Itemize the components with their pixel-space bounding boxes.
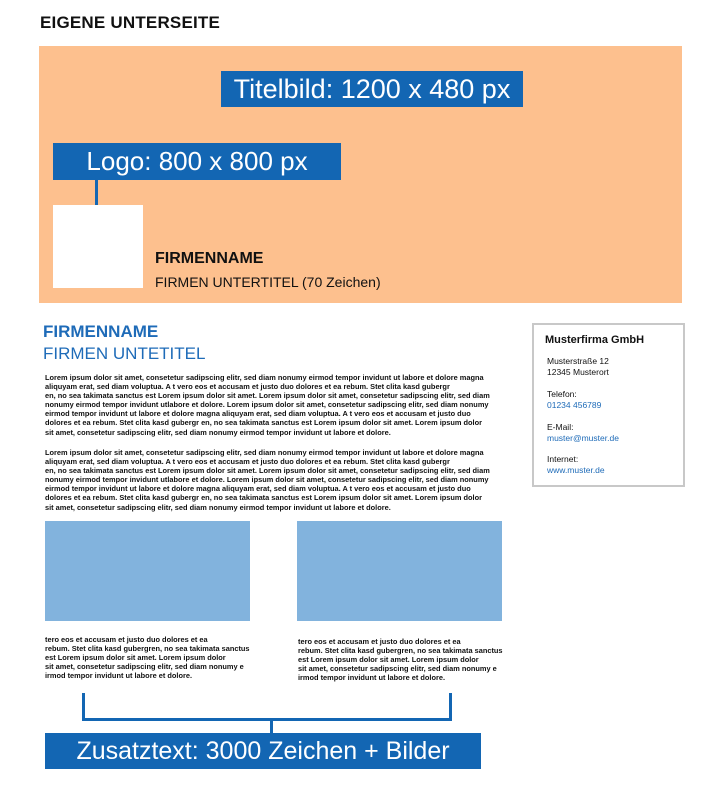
- contact-city: 12345 Musterort: [547, 367, 609, 377]
- logo-connector-line: [95, 180, 98, 205]
- contact-email-label: E-Mail:: [547, 422, 574, 432]
- contact-box: [532, 323, 685, 487]
- company-subtitle-heading: FIRMEN UNTETITEL: [43, 344, 206, 363]
- bracket-left: [82, 693, 85, 721]
- cover-company-name: FIRMENNAME: [155, 250, 264, 267]
- contact-web-label: Internet:: [547, 454, 579, 464]
- logo-size-label: Logo: 800 x 800 px: [53, 143, 341, 180]
- contact-phone-label: Telefon:: [547, 389, 577, 399]
- logo-placeholder: [53, 205, 143, 288]
- image-caption: tero eos et accusam et justo duo dolores et ea rebum. Stet clita kasd gubergren, no sea takimata sanctus est Lorem ipsum dolor sit amet. Lorem ipsum dolor sit amet, consetetur sadipscing elitr, sed diam nonumy e irmod tempor invidunt ut labore et dolore.: [298, 637, 503, 683]
- extra-text-label: Zusatztext: 3000 Zeichen + Bilder: [45, 733, 481, 769]
- contact-web-link[interactable]: www.muster.de: [547, 465, 605, 475]
- image-placeholder: [297, 521, 502, 621]
- contact-street: Musterstraße 12: [547, 356, 609, 366]
- contact-phone-link[interactable]: 01234 456789: [547, 400, 602, 410]
- page-title: EIGENE UNTERSEITE: [40, 13, 221, 32]
- company-name-heading: FIRMENNAME: [43, 322, 159, 341]
- contact-email-link[interactable]: muster@muster.de: [547, 433, 619, 443]
- bracket-right: [449, 693, 452, 721]
- bracket-bar: [82, 718, 452, 721]
- body-paragraph: Lorem ipsum dolor sit amet, consetetur sadipscing elitr, sed diam nonumy eirmod tempor invidunt ut labore et dolore magna aliquyam erat, sed diam voluptua. A t vero eos et accusam et justo duo dolores et ea rebum. Stet clita kasd gubergr en, no sea takimata sanctus est Lorem ipsum dolor sit amet. Lorem ipsum dolor sit amet, consetetur sadipscing elitr, sed diam nonumy eirmod tempor invidunt utlabore et dolore. Lorem ipsum dolor sit amet, consetetur sadipscing elitr, sed diam nonumy eirmod tempor invidunt ut labore et dolore magna aliquyam erat, sed diam voluptua. A t vero eos et accusam et justo duo dolores et ea rebum. Stet clita kasd gubergr en, no sea takimata sanctus est Lorem ipsum dolor sit amet. Lorem ipsum dolor sit amet, consetetur sadipscing elitr, sed diam nonumy eirmod tempor invidunt ut labore et dolore.: [45, 373, 490, 437]
- contact-title: Musterfirma GmbH: [545, 334, 645, 346]
- body-paragraph: Lorem ipsum dolor sit amet, consetetur sadipscing elitr, sed diam nonumy eirmod tempor invidunt ut labore et dolore magna aliquyam erat, sed diam voluptua. A t vero eos et accusam et justo duo dolores et ea rebum. Stet clita kasd gubergr en, no sea takimata sanctus est Lorem ipsum dolor sit amet. Lorem ipsum dolor sit amet, consetetur sadipscing elitr, sed diam nonumy eirmod tempor invidunt utlabore et dolore. Lorem ipsum dolor sit amet, consetetur sadipscing elitr, sed diam nonumy eirmod tempor invidunt ut labore et dolore magna aliquyam erat, sed diam voluptua. A t vero eos et accusam et justo duo dolores et ea rebum. Stet clita kasd gubergr en, no sea takimata sanctus est Lorem ipsum dolor sit amet. Lorem ipsum dolor sit amet, consetetur sadipscing elitr, sed diam nonumy eirmod tempor invidunt ut labore et dolore.: [45, 448, 490, 512]
- cover-size-label: Titelbild: 1200 x 480 px: [221, 71, 523, 107]
- cover-company-subtitle: FIRMEN UNTERTITEL (70 Zeichen): [155, 274, 381, 290]
- bracket-stem: [270, 718, 273, 734]
- image-placeholder: [45, 521, 250, 621]
- image-caption: tero eos et accusam et justo duo dolores et ea rebum. Stet clita kasd gubergren, no sea takimata sanctus est Lorem ipsum dolor sit amet. Lorem ipsum dolor sit amet, consetetur sadipscing elitr, sed diam nonumy e irmod tempor invidunt ut labore et dolore.: [45, 635, 250, 681]
